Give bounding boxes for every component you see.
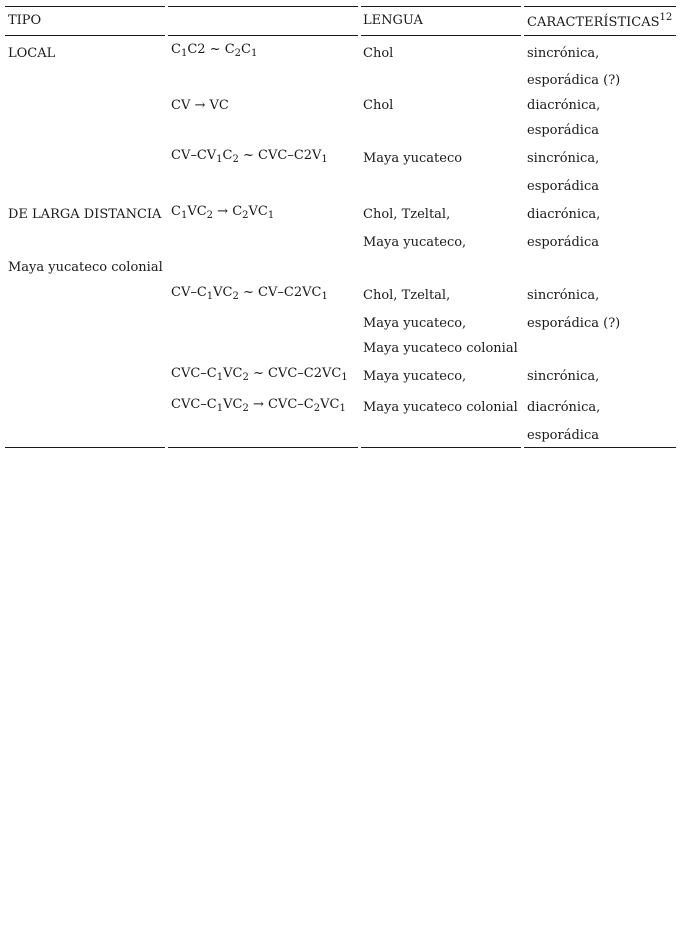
header-caracteristicas — [527, 12, 673, 31]
row-6-caracteristicas: sincrónica, — [527, 369, 600, 384]
row-3-formula: $C_1VC_2 \to C_2VC_1$ — [171, 204, 275, 221]
row-0-caracteristicas-1: sincrónica, — [527, 46, 600, 61]
bottom-rule-col1 — [5, 447, 165, 448]
row-2-formula: $CV-CV_1C_2$ ~ CVC–$C2V_1$ — [171, 148, 328, 165]
row-5-lengua-1: Chol, Tzeltal, — [363, 288, 451, 303]
row-3-caracteristicas-2: esporádica — [527, 235, 599, 250]
header-tipo: TIPO — [8, 13, 42, 28]
row-5-lengua-2: Maya yucateco, — [363, 316, 467, 331]
row-0-caracteristicas-2: esporádica (?) — [527, 73, 621, 88]
row-3-lengua-1: Chol, Tzeltal, — [363, 207, 451, 222]
row-7-caracteristicas-2: esporádica — [527, 428, 599, 443]
row-3-lengua-2: Maya yucateco, — [363, 235, 467, 250]
bottom-rule-col2 — [168, 447, 358, 448]
row-6-formula: CVC–$C_1VC_2$ ~ CVC–$C2VC_1$ — [171, 366, 348, 383]
row-3-tipo: DE LARGA DISTANCIA — [8, 207, 162, 222]
row-5-caracteristicas-2: esporádica (?) — [527, 316, 621, 331]
top-rule-col2 — [168, 6, 358, 7]
row-1-caracteristicas-2: esporádica — [527, 123, 599, 138]
row-7-formula: CVC–$C_1VC_2 \to CVC-C_2VC_1$ — [171, 397, 346, 414]
row-2-caracteristicas-1: sincrónica, — [527, 151, 600, 166]
header-rule-col3 — [361, 35, 521, 36]
top-rule-col3 — [361, 6, 521, 7]
row-3-caracteristicas-1: diacrónica, — [527, 207, 601, 222]
header-rule-col1 — [5, 35, 165, 36]
header-rule-col2 — [168, 35, 358, 36]
row-1-caracteristicas-1: diacrónica, — [527, 98, 601, 113]
row-7-caracteristicas-1: diacrónica, — [527, 400, 601, 415]
row-5-formula: $CV-C_1VC_2$ ~ $CV-C2VC_1$ — [171, 285, 328, 302]
row-2-caracteristicas-2: esporádica — [527, 179, 599, 194]
row-5-lengua-3: Maya yucateco colonial — [363, 341, 518, 356]
row-2-lengua: Maya yucateco — [363, 151, 463, 166]
row-7-lengua: Maya yucateco colonial — [363, 400, 518, 415]
row-1-lengua: Chol — [363, 98, 394, 113]
top-rule-col4 — [524, 6, 676, 7]
bottom-rule-col3 — [361, 447, 521, 448]
row-4-tipo: Maya yucateco colonial — [8, 260, 163, 275]
row-1-formula: CV → VC — [171, 98, 229, 113]
row-0-lengua: Chol — [363, 46, 394, 61]
bottom-rule-col4 — [524, 447, 676, 448]
row-0-tipo: LOCAL — [8, 46, 56, 61]
header-rule-col4 — [524, 35, 676, 36]
footnote-marker: 12 — [659, 12, 673, 23]
row-5-caracteristicas-1: sincrónica, — [527, 288, 600, 303]
header-caracteristicas-label: CARACTERÍSTICAS — [527, 15, 660, 30]
row-0-formula: $C_1C2$ ~ $C_2C_1$ — [171, 42, 258, 59]
top-rule-col1 — [5, 6, 165, 7]
header-lengua: LENGUA — [363, 13, 423, 28]
row-6-lengua: Maya yucateco, — [363, 369, 467, 384]
